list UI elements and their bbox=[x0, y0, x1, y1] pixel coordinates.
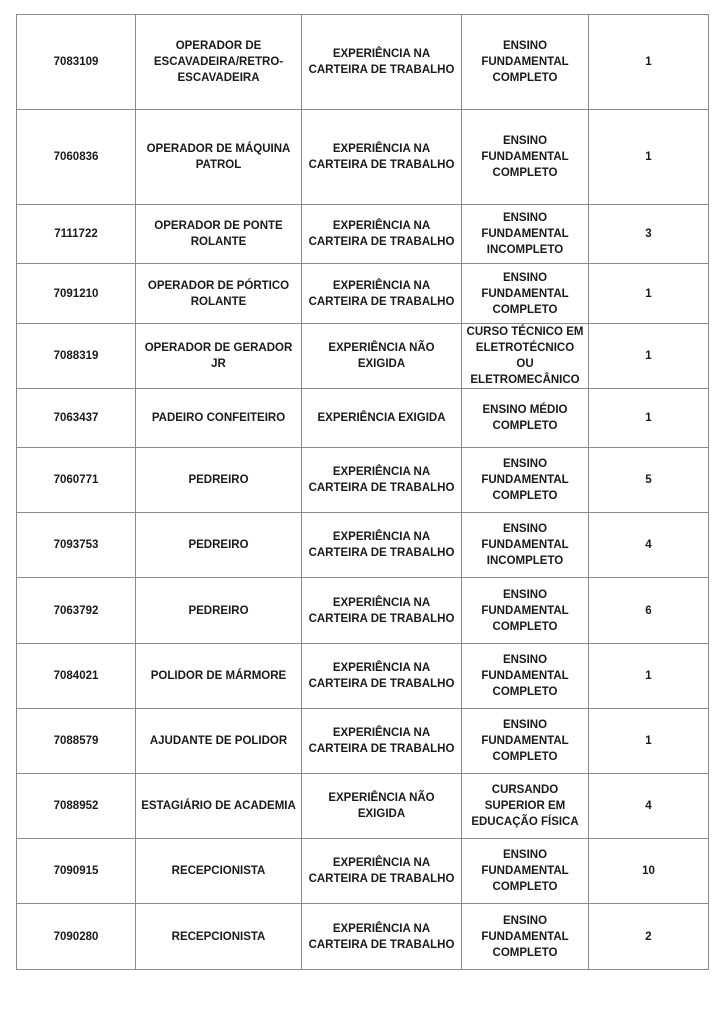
education-requirement-cell: ENSINO FUNDAMENTAL COMPLETO bbox=[462, 110, 589, 205]
table-row bbox=[17, 15, 709, 110]
vacancy-count-cell: 1 bbox=[589, 709, 709, 774]
education-requirement-cell: ENSINO FUNDAMENTAL INCOMPLETO bbox=[462, 513, 589, 578]
job-vacancies-table bbox=[16, 14, 709, 970]
job-title-cell: ESTAGIÁRIO DE ACADEMIA bbox=[136, 774, 302, 839]
job-title-cell: PEDREIRO bbox=[136, 513, 302, 578]
vacancy-count-cell: 10 bbox=[589, 839, 709, 904]
job-title-cell: PADEIRO CONFEITEIRO bbox=[136, 389, 302, 448]
job-code-cell: 7063792 bbox=[17, 578, 136, 644]
vacancy-count-cell: 1 bbox=[589, 644, 709, 709]
vacancy-count-cell: 3 bbox=[589, 205, 709, 264]
job-code-cell: 7088952 bbox=[17, 774, 136, 839]
experience-requirement-cell: EXPERIÊNCIA NA CARTEIRA DE TRABALHO bbox=[302, 448, 462, 513]
vacancy-count-cell: 2 bbox=[589, 904, 709, 970]
table-row bbox=[17, 904, 709, 970]
job-code-cell: 7060836 bbox=[17, 110, 136, 205]
job-code-cell: 7088319 bbox=[17, 324, 136, 389]
vacancy-count-cell: 1 bbox=[589, 389, 709, 448]
job-title-cell: OPERADOR DE PONTE ROLANTE bbox=[136, 205, 302, 264]
table-row bbox=[17, 578, 709, 644]
experience-requirement-cell: EXPERIÊNCIA EXIGIDA bbox=[302, 389, 462, 448]
table-row bbox=[17, 324, 709, 389]
experience-requirement-cell: EXPERIÊNCIA NA CARTEIRA DE TRABALHO bbox=[302, 205, 462, 264]
education-requirement-cell: CURSO TÉCNICO EM ELETROTÉCNICO OU ELETROMECÂNICO bbox=[462, 324, 589, 389]
experience-requirement-cell: EXPERIÊNCIA NA CARTEIRA DE TRABALHO bbox=[302, 644, 462, 709]
experience-requirement-cell: EXPERIÊNCIA NA CARTEIRA DE TRABALHO bbox=[302, 709, 462, 774]
job-code-cell: 7090280 bbox=[17, 904, 136, 970]
table-row bbox=[17, 709, 709, 774]
table-row bbox=[17, 774, 709, 839]
education-requirement-cell: ENSINO MÉDIO COMPLETO bbox=[462, 389, 589, 448]
vacancy-count-cell: 5 bbox=[589, 448, 709, 513]
job-code-cell: 7083109 bbox=[17, 15, 136, 110]
job-title-cell: OPERADOR DE GERADOR JR bbox=[136, 324, 302, 389]
table-row bbox=[17, 839, 709, 904]
job-code-cell: 7111722 bbox=[17, 205, 136, 264]
experience-requirement-cell: EXPERIÊNCIA NÃO EXIGIDA bbox=[302, 774, 462, 839]
education-requirement-cell: ENSINO FUNDAMENTAL COMPLETO bbox=[462, 839, 589, 904]
education-requirement-cell: ENSINO FUNDAMENTAL INCOMPLETO bbox=[462, 205, 589, 264]
experience-requirement-cell: EXPERIÊNCIA NA CARTEIRA DE TRABALHO bbox=[302, 15, 462, 110]
table-row bbox=[17, 205, 709, 264]
job-code-cell: 7084021 bbox=[17, 644, 136, 709]
experience-requirement-cell: EXPERIÊNCIA NA CARTEIRA DE TRABALHO bbox=[302, 578, 462, 644]
job-title-cell: RECEPCIONISTA bbox=[136, 904, 302, 970]
job-code-cell: 7088579 bbox=[17, 709, 136, 774]
education-requirement-cell: ENSINO FUNDAMENTAL COMPLETO bbox=[462, 709, 589, 774]
job-code-cell: 7090915 bbox=[17, 839, 136, 904]
vacancy-count-cell: 4 bbox=[589, 513, 709, 578]
vacancy-count-cell: 4 bbox=[589, 774, 709, 839]
job-title-cell: OPERADOR DE PÓRTICO ROLANTE bbox=[136, 264, 302, 324]
job-code-cell: 7063437 bbox=[17, 389, 136, 448]
vacancy-count-cell: 6 bbox=[589, 578, 709, 644]
job-code-cell: 7091210 bbox=[17, 264, 136, 324]
table-body bbox=[17, 15, 709, 970]
table-row bbox=[17, 264, 709, 324]
job-code-cell: 7093753 bbox=[17, 513, 136, 578]
job-title-cell: POLIDOR DE MÁRMORE bbox=[136, 644, 302, 709]
job-title-cell: PEDREIRO bbox=[136, 448, 302, 513]
education-requirement-cell: ENSINO FUNDAMENTAL COMPLETO bbox=[462, 448, 589, 513]
education-requirement-cell: ENSINO FUNDAMENTAL COMPLETO bbox=[462, 15, 589, 110]
table-row bbox=[17, 448, 709, 513]
table-row bbox=[17, 513, 709, 578]
job-code-cell: 7060771 bbox=[17, 448, 136, 513]
experience-requirement-cell: EXPERIÊNCIA NA CARTEIRA DE TRABALHO bbox=[302, 839, 462, 904]
vacancy-count-cell: 1 bbox=[589, 324, 709, 389]
education-requirement-cell: CURSANDO SUPERIOR EM EDUCAÇÃO FÍSICA bbox=[462, 774, 589, 839]
vacancy-count-cell: 1 bbox=[589, 110, 709, 205]
education-requirement-cell: ENSINO FUNDAMENTAL COMPLETO bbox=[462, 264, 589, 324]
experience-requirement-cell: EXPERIÊNCIA NA CARTEIRA DE TRABALHO bbox=[302, 513, 462, 578]
experience-requirement-cell: EXPERIÊNCIA NA CARTEIRA DE TRABALHO bbox=[302, 110, 462, 205]
experience-requirement-cell: EXPERIÊNCIA NA CARTEIRA DE TRABALHO bbox=[302, 264, 462, 324]
job-title-cell: RECEPCIONISTA bbox=[136, 839, 302, 904]
job-title-cell: OPERADOR DE MÁQUINA PATROL bbox=[136, 110, 302, 205]
job-title-cell: PEDREIRO bbox=[136, 578, 302, 644]
job-title-cell: AJUDANTE DE POLIDOR bbox=[136, 709, 302, 774]
education-requirement-cell: ENSINO FUNDAMENTAL COMPLETO bbox=[462, 644, 589, 709]
table-row bbox=[17, 110, 709, 205]
education-requirement-cell: ENSINO FUNDAMENTAL COMPLETO bbox=[462, 904, 589, 970]
experience-requirement-cell: EXPERIÊNCIA NA CARTEIRA DE TRABALHO bbox=[302, 904, 462, 970]
vacancy-count-cell: 1 bbox=[589, 15, 709, 110]
experience-requirement-cell: EXPERIÊNCIA NÃO EXIGIDA bbox=[302, 324, 462, 389]
job-title-cell: OPERADOR DE ESCAVADEIRA/RETRO-ESCAVADEIRA bbox=[136, 15, 302, 110]
table-row bbox=[17, 644, 709, 709]
education-requirement-cell: ENSINO FUNDAMENTAL COMPLETO bbox=[462, 578, 589, 644]
vacancy-count-cell: 1 bbox=[589, 264, 709, 324]
table-row bbox=[17, 389, 709, 448]
